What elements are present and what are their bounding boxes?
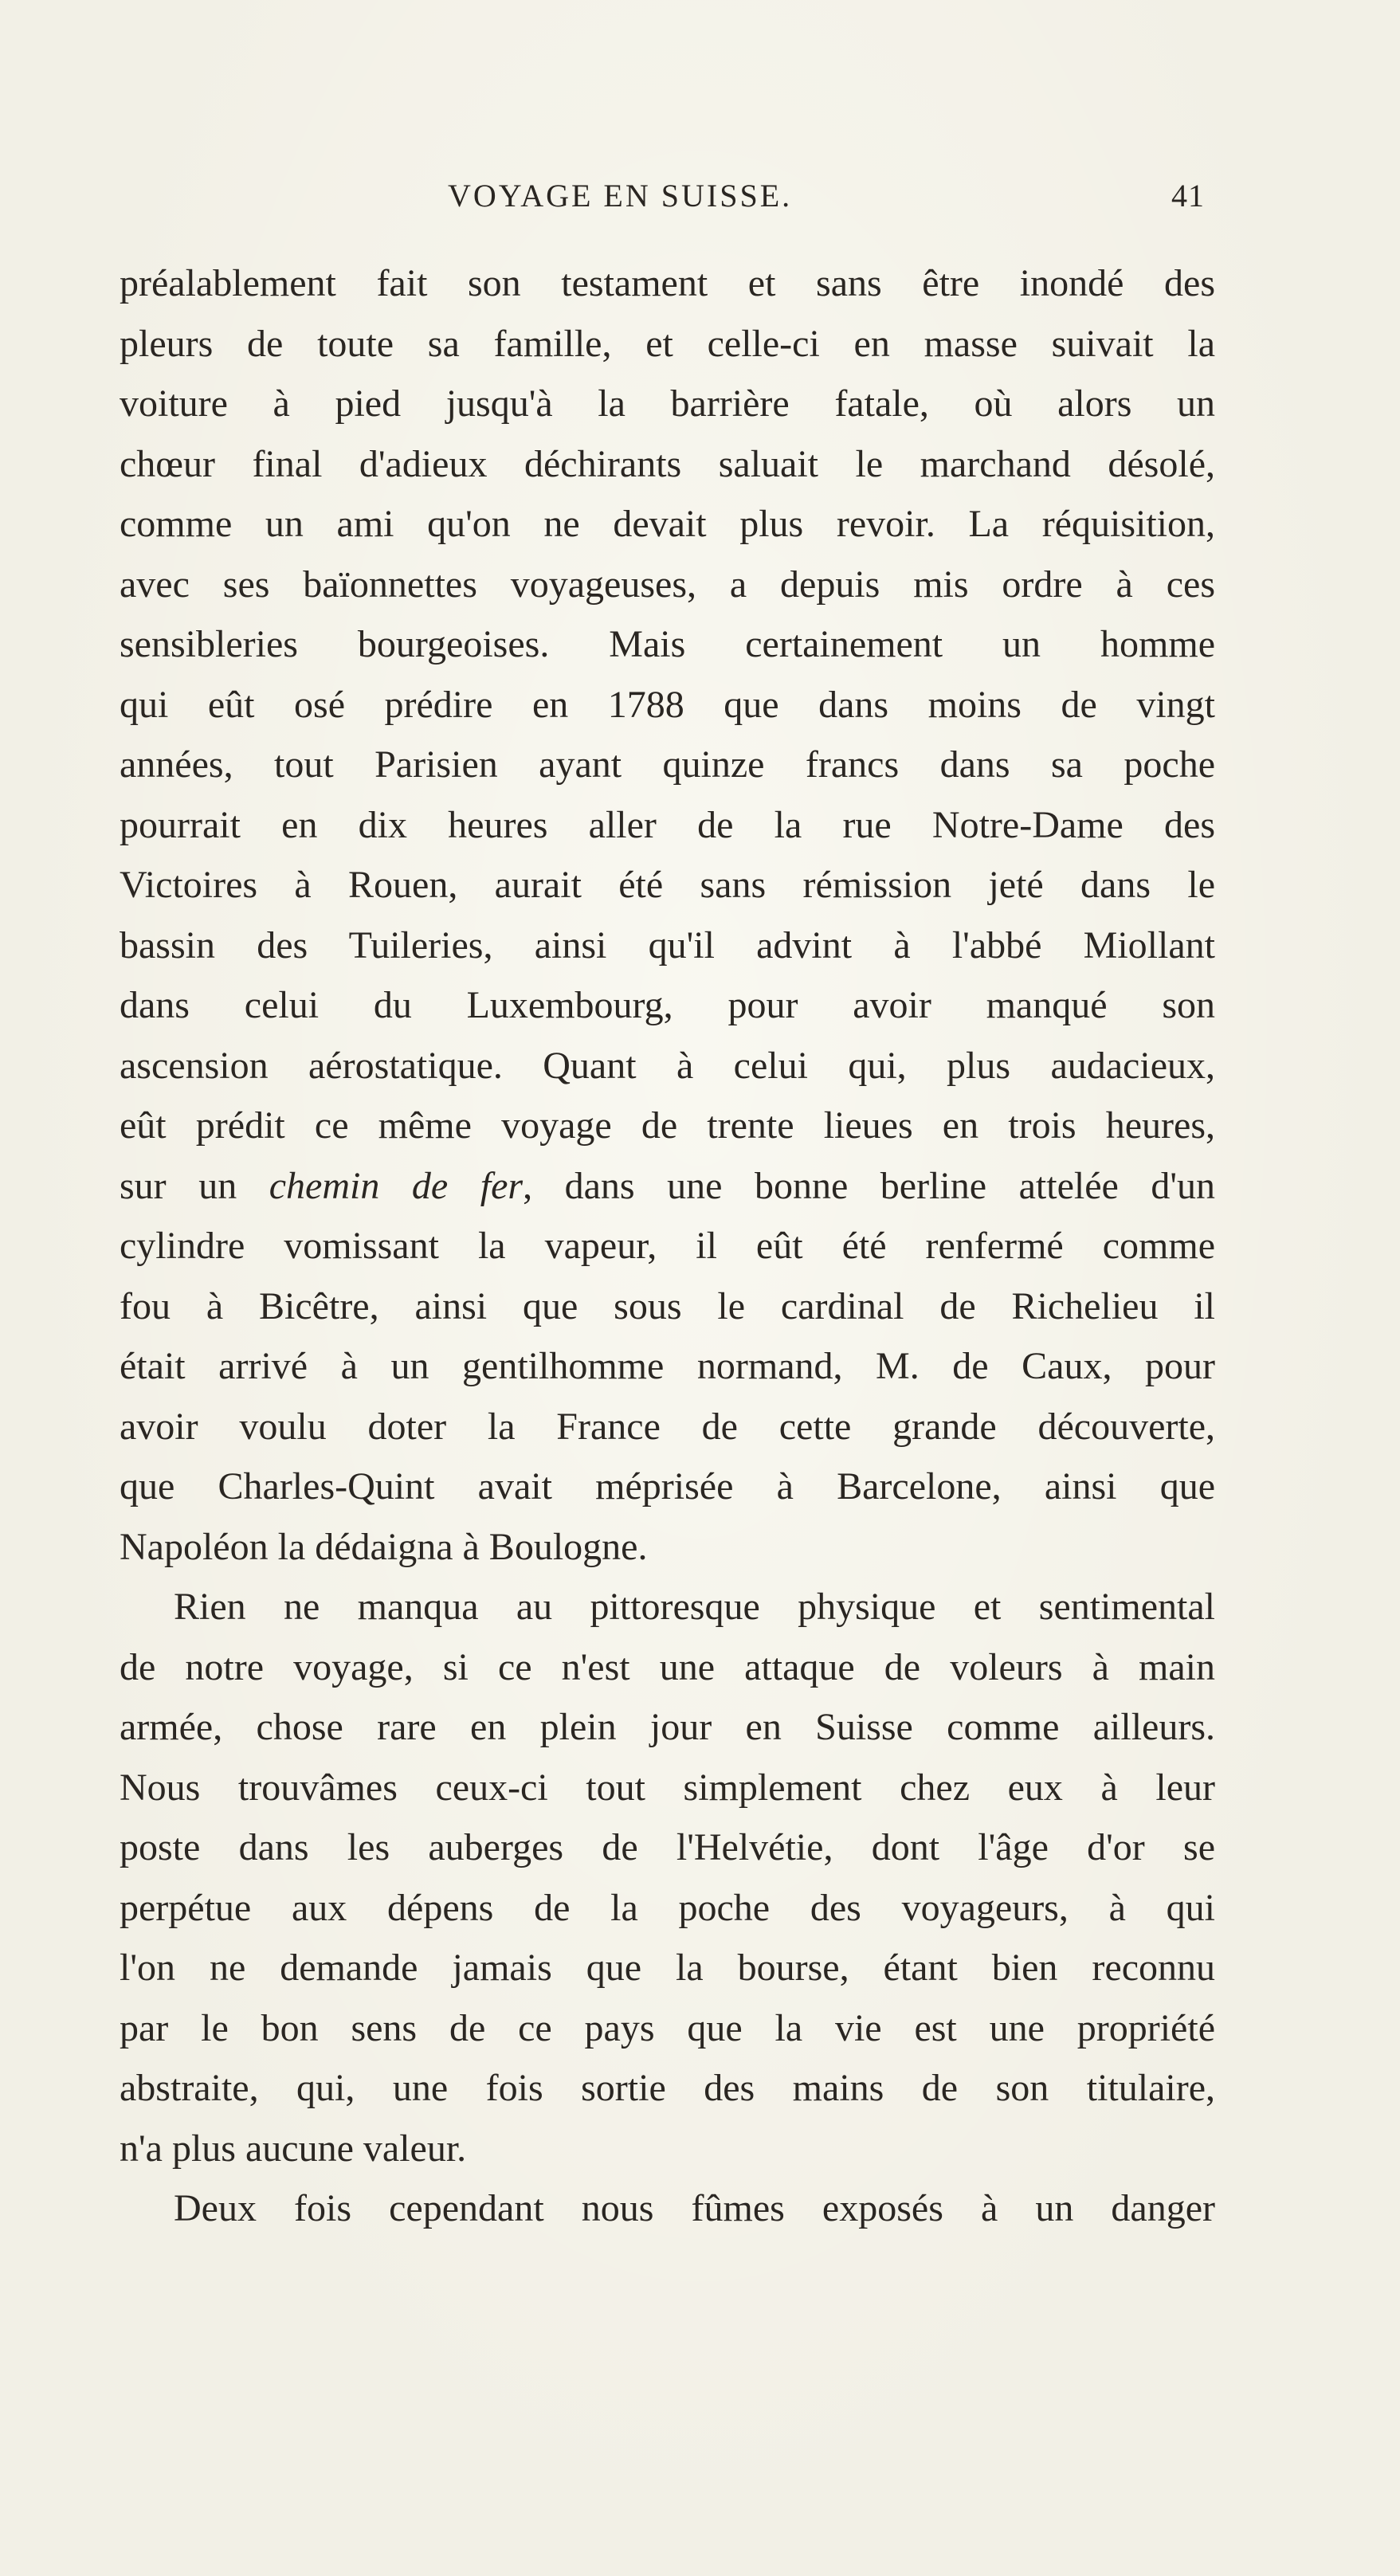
text-line: était arrivé à un gentilhomme normand, M. de Caux, pour xyxy=(120,1345,1215,1387)
text-line: pleurs de toute sa famille, et celle-ci en masse suivait la xyxy=(120,322,1215,365)
text-line: par le bon sens de ce pays que la vie est une propriété xyxy=(120,2006,1215,2049)
italic-term: chemin de fer xyxy=(269,1164,524,1207)
text-line: années, tout Parisien ayant quinze francs dans sa poche xyxy=(120,743,1215,786)
text-fragment: , dans une bonne berline attelée d'un xyxy=(523,1164,1216,1207)
running-head xyxy=(120,177,1205,225)
text-line: avoir voulu doter la France de cette grande découverte, xyxy=(120,1405,1215,1448)
text-line: Napoléon la dédaigna à Boulogne. xyxy=(120,1525,648,1568)
text-line: perpétue aux dépens de la poche des voyageurs, à qui xyxy=(120,1886,1215,1929)
text-line: ascension aérostatique. Quant à celui qui, plus audacieux, xyxy=(120,1044,1215,1087)
text-line: poste dans les auberges de l'Helvétie, dont l'âge d'or se xyxy=(120,1826,1215,1868)
body-text xyxy=(120,253,1215,2239)
text-line: Rien ne manqua au pittoresque physique et sentimental xyxy=(174,1586,1215,1628)
text-line-with-italic xyxy=(120,1156,1215,1217)
text-line: abstraite, qui, une fois sortie des mains de son titulaire, xyxy=(120,2067,1215,2109)
text-fragment: sur un xyxy=(120,1164,269,1207)
text-line: sensibleries bourgeoises. Mais certainement un homme xyxy=(120,623,1215,665)
text-line: pourrait en dix heures aller de la rue Notre-Dame des xyxy=(120,803,1215,846)
text-line: que Charles-Quint avait méprisée à Barcelone, ainsi que xyxy=(120,1465,1215,1508)
text-line: préalablement fait son testament et sans être inondé des xyxy=(120,262,1215,304)
text-line: dans celui du Luxembourg, pour avoir manqué son xyxy=(120,984,1215,1026)
running-title: VOYAGE EN SUISSE. xyxy=(448,178,793,214)
text-line: Victoires à Rouen, aurait été sans rémission jeté dans le xyxy=(120,864,1215,906)
text-line: chœur final d'adieux déchirants saluait le marchand désolé, xyxy=(120,442,1215,485)
text-line: avec ses baïonnettes voyageuses, a depuis mis ordre à ces xyxy=(120,563,1215,606)
text-line: cylindre vomissant la vapeur, il eût été renfermé comme xyxy=(120,1225,1215,1267)
text-line: n'a plus aucune valeur. xyxy=(120,2127,467,2170)
text-line: eût prédit ce même voyage de trente lieues en trois heures, xyxy=(120,1104,1215,1147)
page-number: 41 xyxy=(1171,178,1205,214)
text-line: fou à Bicêtre, ainsi que sous le cardinal de Richelieu il xyxy=(120,1284,1215,1327)
text-line: comme un ami qu'on ne devait plus revoir. La réquisition, xyxy=(120,503,1215,545)
text-line: Deux fois cependant nous fûmes exposés à un danger xyxy=(174,2187,1215,2229)
text-line: l'on ne demande jamais que la bourse, étant bien reconnu xyxy=(120,1947,1215,1989)
text-line: armée, chose rare en plein jour en Suisse comme ailleurs. xyxy=(120,1706,1215,1748)
text-line: voiture à pied jusqu'à la barrière fatale, où alors un xyxy=(120,382,1215,425)
text-line: bassin des Tuileries, ainsi qu'il advint à l'abbé Miollant xyxy=(120,923,1215,966)
text-line: qui eût osé prédire en 1788 que dans moins de vingt xyxy=(120,683,1215,726)
text-line: Nous trouvâmes ceux-ci tout simplement chez eux à leur xyxy=(120,1766,1215,1809)
text-line: de notre voyage, si ce n'est une attaque de voleurs à main xyxy=(120,1645,1215,1688)
